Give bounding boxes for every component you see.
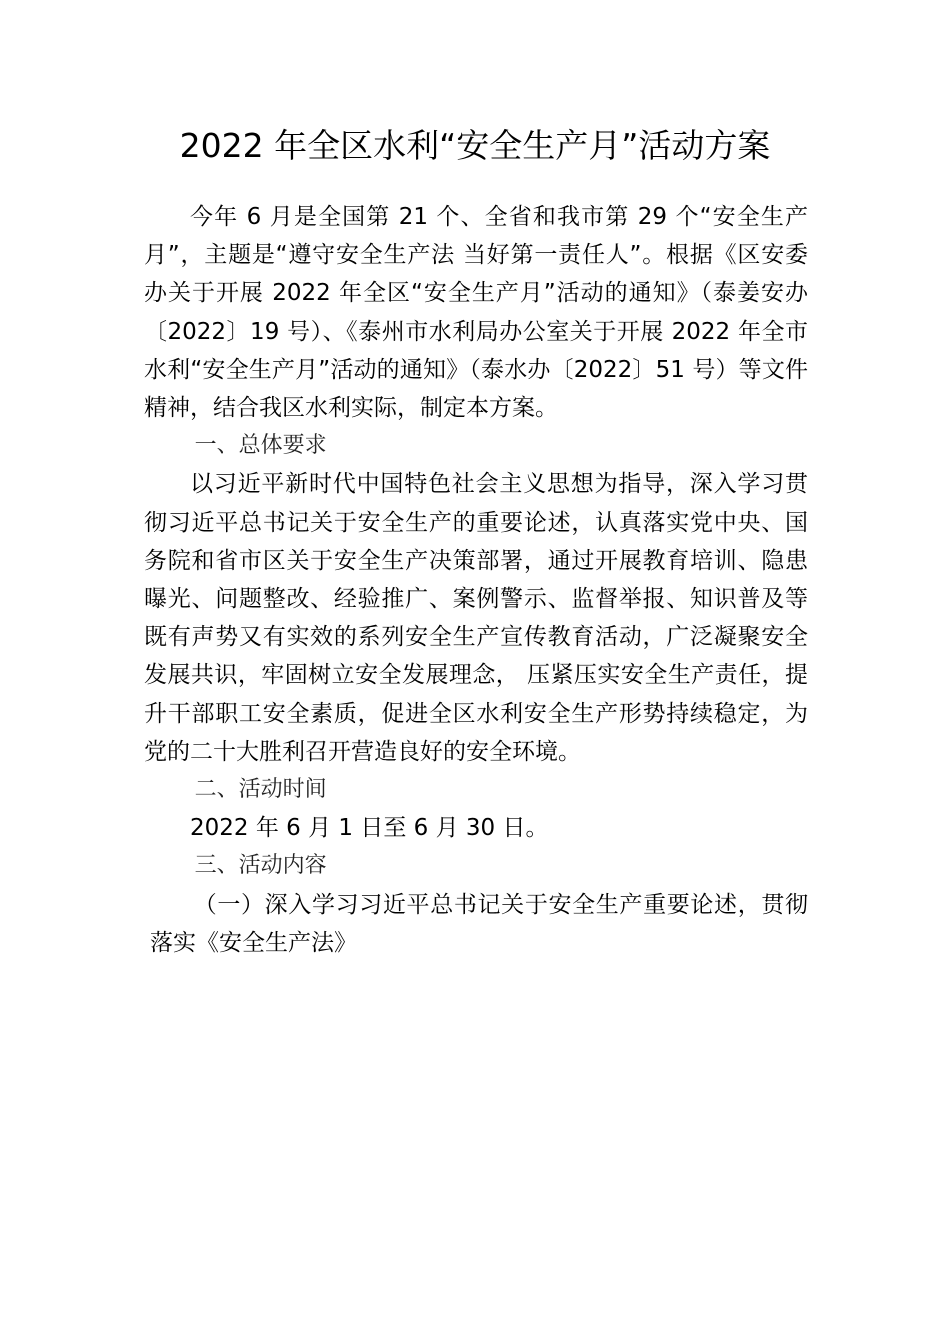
- section-heading-activity-time: 二、活动时间: [194, 777, 327, 803]
- activity-content-subheading-1: （一）深入学习习近平总书记关于安全生产重要论述，贯彻落实《安全生产法》: [150, 891, 808, 956]
- general-requirements-paragraph: 以习近平新时代中国特色社会主义思想为指导，深入学习贯彻习近平总书记关于安全生产的重要论述，认真落实党中央、国务院和省市区关于安全生产决策部署，通过开展教育培训、隐患曝光、问题整改、经验推广、案例警示、监督举报、知识普及等既有声势又有实效的系列安全生产宣传教育活动，广泛凝聚安全发展共识，牢固树立安全发展理念， 压紧压实安全生产责任，提升干部职工安全素质，促进全区水利安全生产形势持续稳定，为党的二十大胜利召开营造良好的安全环境。: [144, 471, 808, 765]
- section-heading-general-requirements: 一、总体要求: [194, 433, 327, 459]
- document-title: 2022 年全区水利“安全生产月”活动方案: [179, 126, 771, 165]
- section-heading-activity-content: 三、活动内容: [194, 853, 327, 879]
- intro-paragraph: 今年 6 月是全国第 21 个、全省和我市第 29 个“安全生产月”，主题是“遵守安全生产法 当好第一责任人”。根据《区安委办关于开展 2022 年全区“安全生产月”活动的通知》（泰姜安办〔2022〕19 号）、《泰州市水利局办公室关于开展 2022 年全市水利“安全生产月”活动的通知》（泰水办〔2022〕51 号）等文件精神，结合我区水利实际，制定本方案。: [144, 204, 808, 422]
- activity-time-paragraph: 2022 年 6 月 1 日至 6 月 30 日。: [190, 815, 549, 842]
- document-body: [144, 198, 808, 962]
